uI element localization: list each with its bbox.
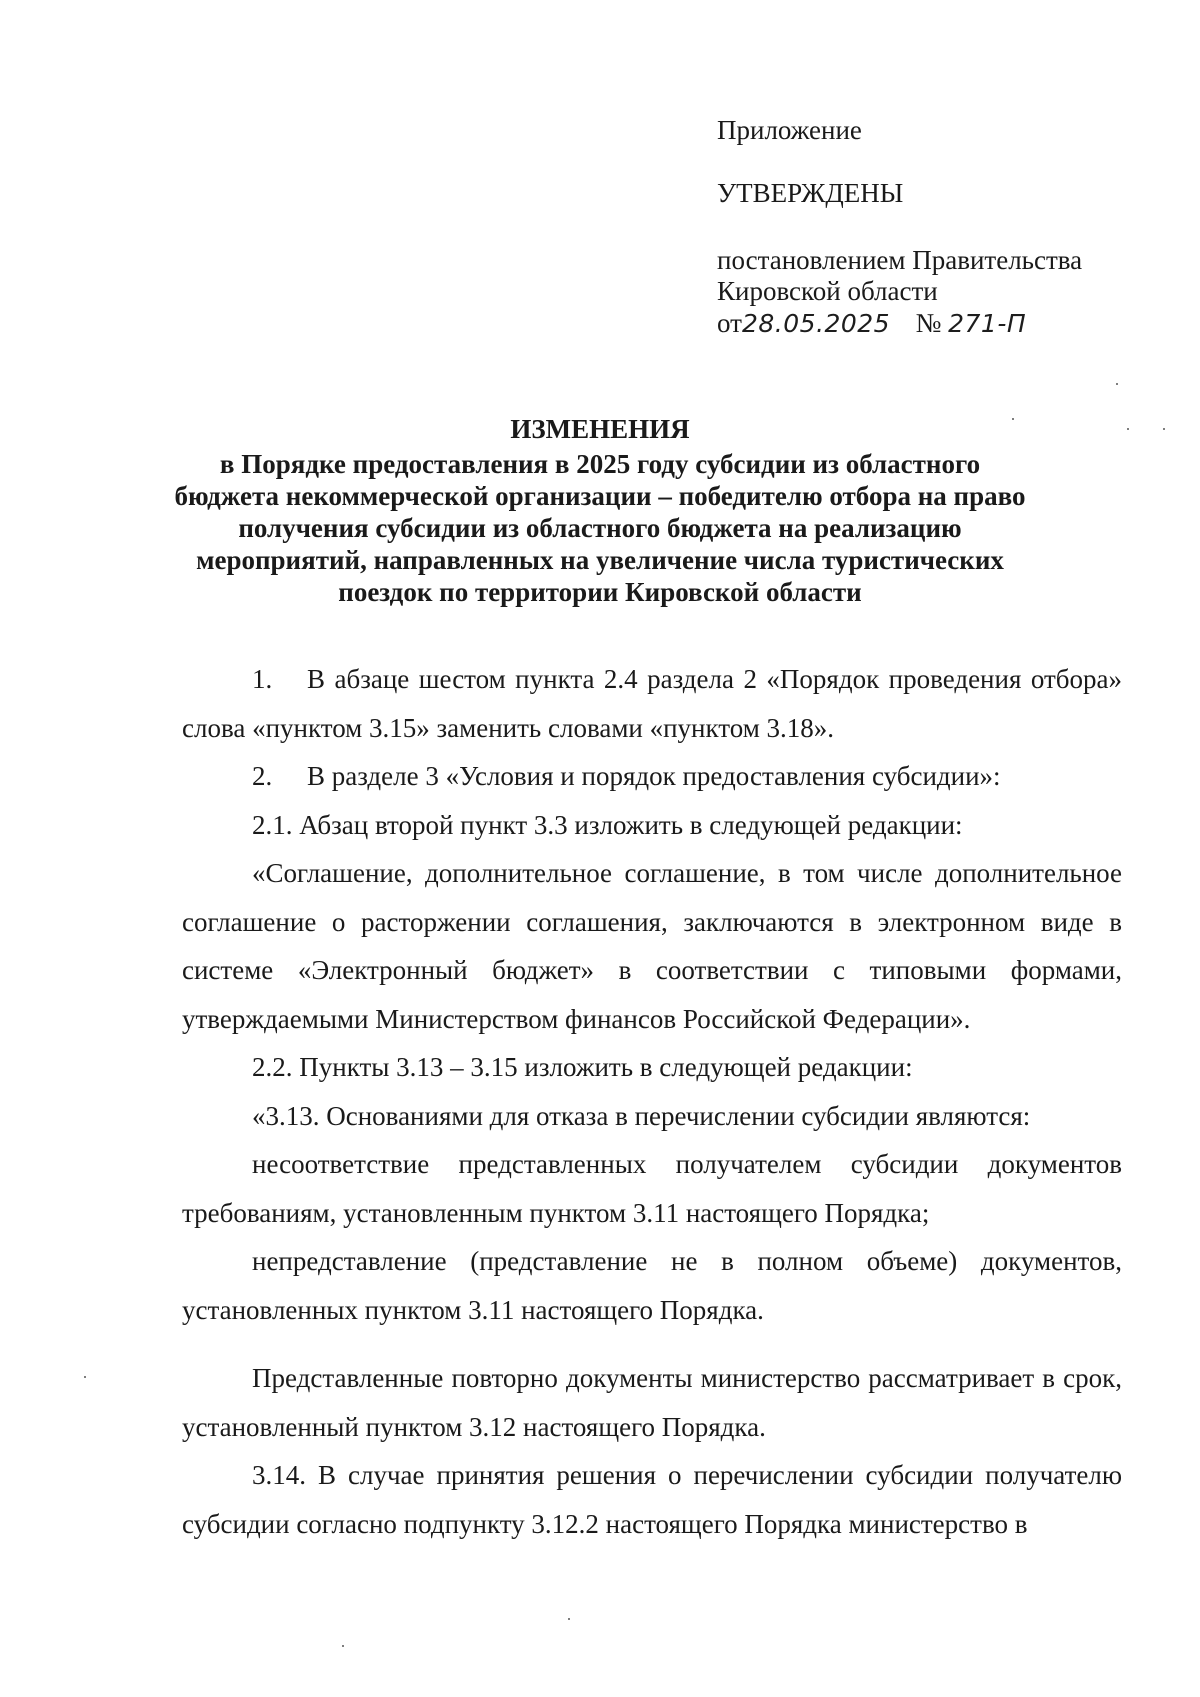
subitem-2-1: 2.1. Абзац второй пункт 3.3 изложить в следующей редакции: bbox=[252, 809, 963, 840]
subitem-2-2: 2.2. Пункты 3.13 – 3.15 изложить в следующей редакции: bbox=[252, 1052, 913, 1082]
paragraph-resubmit: Представленные повторно документы министерство рассматривает в срок, установленный пунктом 3.12 настоящего Порядка. bbox=[182, 1363, 1122, 1442]
date-prefix: от bbox=[717, 308, 742, 338]
quote-2-1: «Соглашение, дополнительное соглашение, в том числе дополнительное соглашение о расторжении соглашения, заключаются в электронном виде в системе «Электронный бюджет» в соответствии с типовыми формами, утверждаемыми Министерством финансов Российской Федерации». bbox=[182, 858, 1122, 1034]
scan-speck bbox=[1163, 428, 1165, 430]
handwritten-date: 28.05.2025 bbox=[741, 309, 891, 338]
date-number-line bbox=[717, 308, 1026, 339]
document-body bbox=[182, 655, 1122, 1548]
item-2-text: В разделе 3 «Условия и порядок предоставления субсидии»: bbox=[307, 761, 1001, 791]
paragraph-3-13-a: несоответствие представленных получателем субсидии документов требованиям, установленным пунктом 3.11 настоящего Порядка; bbox=[182, 1149, 1122, 1228]
scan-speck bbox=[1116, 383, 1118, 385]
resolution-line-1: постановлением Правительства bbox=[717, 245, 1083, 275]
document-title: ИЗМЕНЕНИЯ bbox=[510, 414, 690, 444]
scan-speck bbox=[342, 1645, 344, 1647]
scan-speck bbox=[1012, 418, 1014, 420]
document-subtitle: в Порядке предоставления в 2025 году субсидии из областного бюджета некоммерческой организации – победителю отбора на право получения субсидии из областного бюджета на реализацию мероприятий, направленных на увеличение числа туристических поездок по территории Кировской области bbox=[174, 449, 1026, 607]
scan-speck bbox=[84, 1376, 86, 1378]
approved-label: УТВЕРЖДЕНЫ bbox=[717, 178, 904, 208]
number-prefix: № bbox=[915, 308, 942, 338]
paragraph-3-14: 3.14. В случае принятия решения о перечислении субсидии получателю субсидии согласно подпункту 3.12.2 настоящего Порядка министерство в bbox=[182, 1460, 1122, 1539]
item-2-number: 2. bbox=[252, 761, 273, 791]
handwritten-number: 271-П bbox=[948, 309, 1027, 338]
scan-speck bbox=[568, 1618, 570, 1620]
item-2 bbox=[182, 752, 1122, 801]
scan-speck bbox=[1127, 428, 1129, 430]
paragraph-3-13: «3.13. Основаниями для отказа в перечислении субсидии являются: bbox=[252, 1100, 1031, 1131]
paragraph-3-13-b: непредставление (представление не в полном объеме) документов, установленных пунктом 3.11 настоящего Порядка. bbox=[182, 1246, 1122, 1325]
resolution-line-2: Кировской области bbox=[717, 276, 938, 306]
appendix-label: Приложение bbox=[717, 115, 862, 145]
item-1-text: В абзаце шестом пункта 2.4 раздела 2 «Порядок проведения отбора» слова «пунктом 3.15» заменить словами «пунктом 3.18». bbox=[182, 664, 1122, 743]
item-1 bbox=[182, 655, 1122, 752]
item-1-number: 1. bbox=[252, 664, 273, 694]
